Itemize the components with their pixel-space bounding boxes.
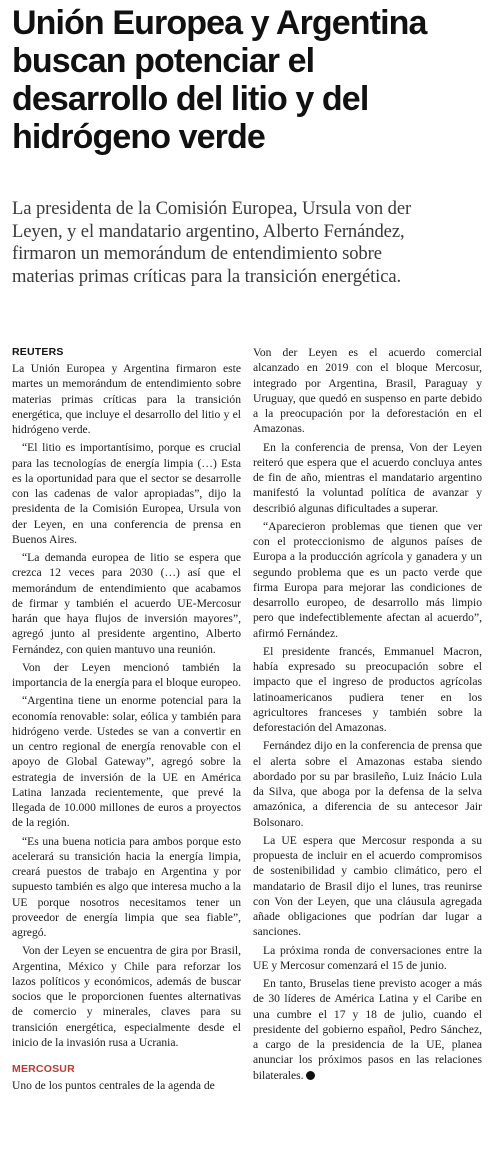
body-paragraph: Von der Leyen es el acuerdo comercial alcanzado en 2019 con el bloque Mercosur, integrado por Argentina, Brasil, Paraguay y Uruguay, que quedó en suspenso en parte debido a la preocupación por la deforestación en el Amazonas. — [253, 346, 482, 436]
body-paragraph: En la conferencia de prensa, Von der Leyen reiteró que espera que el acuerdo concluya antes de fin de año, mientras el mandatario argentino manifestó la voluntad política de avanzar y describió algunas dificultades a superar. — [253, 440, 482, 515]
body-paragraph: La Unión Europea y Argentina firmaron este martes un memorándum de entendimiento sobre materias primas críticas para la transición energética, que incluye el desarrollo del litio y el hidrógeno verde. — [12, 362, 241, 436]
body-paragraph: Fernández dijo en la conferencia de prensa que el alerta sobre el Amazonas estaba siendo abordado por su par brasileño, Luiz Inácio Lula da Silva, que aboga por la defensa de la selva amazónica, a diferencia de su antecesor Jair Bolsonaro. — [253, 739, 482, 829]
body-paragraph: “Aparecieron problemas que tienen que ver con el proteccionismo de algunos países de Europa a la producción agrícola y ganadera y un segundo problema que es un pacto verde que firma Europa para mejorar las condiciones de desarrollo europeo, de desarrollo más limpio pero que indefectiblemente afectan al acuerdo”, afirmó Fernández. — [253, 519, 482, 640]
article-deck — [12, 198, 484, 288]
body-paragraph: “Argentina tiene un enorme potencial para la economía renovable: solar, eólica y también para hidrógeno verde. Ustedes se van a convertir en un centro regional de energía renovable con el apoyo de Global Gateway”, agregó sobre la estrategia de inversión de la UE en América Latina lanzada recientemente, que prevé la llegada de 10.000 millones de euros a proyectos de la región. — [12, 694, 241, 830]
final-paragraph — [253, 976, 482, 1083]
headline-line: buscan potenciar el — [12, 42, 315, 80]
body-paragraph: “La demanda europea de litio se espera que crezca 12 veces para 2030 (…) así que el memorándum de entendimiento que acabamos de firmar y también el acuerdo UE-Mercosur harán que haya flujos de inversión mayores”, agregó junto al presidente argentino, Alberto Fernández, con quien mantuvo una reunión. — [12, 551, 241, 656]
deck-line: Leyen, y el mandatario argentino, Alberto Fernández, — [12, 220, 405, 242]
body-paragraph: La UE espera que Mercosur responda a su propuesta de incluir en el acuerdo compromisos de sostenibilidad y cambio climático, pero el mandatario de Brasil dijo el lunes, tras reunirse con Von der Leyen, que una cláusula agregada añade obligaciones que podrían dar lugar a sanciones. — [253, 833, 482, 939]
body-paragraph: Von der Leyen mencionó también la importancia de la energía para el bloque europeo. — [12, 660, 241, 689]
body-paragraph: Uno de los puntos centrales de la agenda de — [12, 1079, 215, 1092]
byline: REUTERS — [12, 346, 64, 358]
deck-line: La presidenta de la Comisión Europea, Ursula von der — [12, 198, 412, 219]
body-paragraph: “Es una buena noticia para ambos porque esto acelerará su transición hacia la energía limpia, creará puestos de trabajo en Argentina y por supuesto también es algo que interesa mucho a la UE porque nosotros necesitamos tener un proveedor de energía limpia que sea fiable”, agregó. — [12, 834, 241, 939]
body-paragraph: “El litio es importantísimo, porque es crucial para las tecnologías de energía limpia (…) Esta es la oportunidad para que el sector se desarrolle con las cadenas de valor apropiadas”, dijo la presidenta de la Comisión Europea, Ursula von der Leyen, en una conferencia de prensa en Buenos Aires. — [12, 441, 241, 546]
headline — [12, 4, 484, 156]
headline-line: hidrógeno verde — [12, 118, 265, 156]
body-paragraph: Von der Leyen se encuentra de gira por Brasil, Argentina, México y Chile para reforzar los lazos políticos y económicos, además de buscar socios que le proporcionen fuentes alternativas de comercio y minerales, claves para su transición energética, especialmente desde el inicio de la invasión rusa a Ucrania. — [12, 944, 241, 1049]
end-of-article-icon — [306, 1071, 315, 1080]
article-column-left — [12, 345, 241, 1096]
article-column-right — [253, 345, 482, 1086]
headline-line: desarrollo del litio y del — [12, 80, 369, 118]
deck-line: materias primas críticas para la transición energética. — [12, 265, 402, 287]
section-subhead: MERCOSUR — [12, 1063, 75, 1075]
final-paragraph-text: En tanto, Bruselas tiene previsto acoger a más de 30 líderes de América Latina y el Caribe en una cumbre el 17 y 18 de julio, cuando el presidente del gobierno español, Pedro Sánchez, a cargo de la presidencia de la UE, planea anunciar los próximos pasos en las relaciones bilaterales. — [253, 977, 482, 1082]
body-paragraph: La próxima ronda de conversaciones entre la UE y Mercosur comenzará el 15 de junio. — [253, 943, 482, 972]
deck-line: firmaron un memorándum de entendimiento sobre — [12, 243, 382, 264]
body-paragraph: El presidente francés, Emmanuel Macron, había expresado su preocupación sobre el impacto que el ingreso de productos agrícolas latinoamericanos pudiera tener en los agricultores franceses y también sobre la deforestación del Amazonas. — [253, 644, 482, 734]
headline-line: Unión Europea y Argentina — [12, 4, 427, 42]
